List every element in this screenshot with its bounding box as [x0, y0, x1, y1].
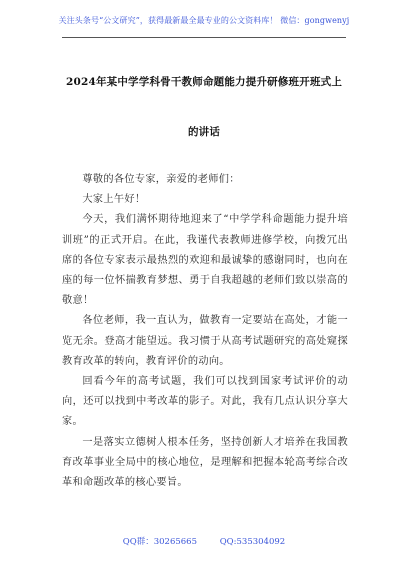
salutation-paragraph: 尊敬的各位专家，亲爱的老师们：	[82, 174, 240, 185]
footer-qq-group: QQ群：30265665	[122, 537, 197, 547]
document-body	[62, 170, 348, 493]
document-title-line2: 的讲话	[187, 126, 221, 138]
body-paragraph: 一是落实立德树人根本任务，坚持创新人才培养在我国教育改革事业全局中的核心地位，是理解和把握本轮高考综合改革和命题改革的核心要旨。	[62, 436, 348, 489]
body-paragraph: 今天，我们满怀期待地迎来了“中学学科命题能力提升培训班”的正式开启。在此，我谨代表教师进修学校，向拨冗出席的各位专家表示最热烈的欢迎和最诚挚的感谢同时，也向在座的每一位怀揣教育梦想、勇于自我超越的老师们致以崇高的敬意！	[62, 214, 348, 307]
greeting-paragraph: 大家上午好！	[82, 194, 146, 206]
body-paragraph: 各位老师，我一直认为，做教育一定要站在高处，才能一览无余。登高才能望远。我习惯于从高考试题研究的高处窥探教育改革的转向，教育评价的动向。	[62, 315, 348, 367]
document-title-line1: 2024年某中学学科骨干教师命题能力提升研修班开班式上	[65, 76, 343, 88]
footer-qq-number: QQ:535304092	[219, 537, 286, 547]
body-paragraph: 回看今年的高考试题，我们可以找到国家考试评价的动向，还可以找到中考改革的影子。对此，我有几点认识分享大家。	[62, 376, 348, 428]
header-divider	[62, 37, 346, 38]
footer-contact	[0, 535, 408, 547]
header-promo-note: 关注头条号“公文研究”，获得最新最全最专业的公文资料库！ 微信：gongwenyj	[58, 16, 350, 25]
